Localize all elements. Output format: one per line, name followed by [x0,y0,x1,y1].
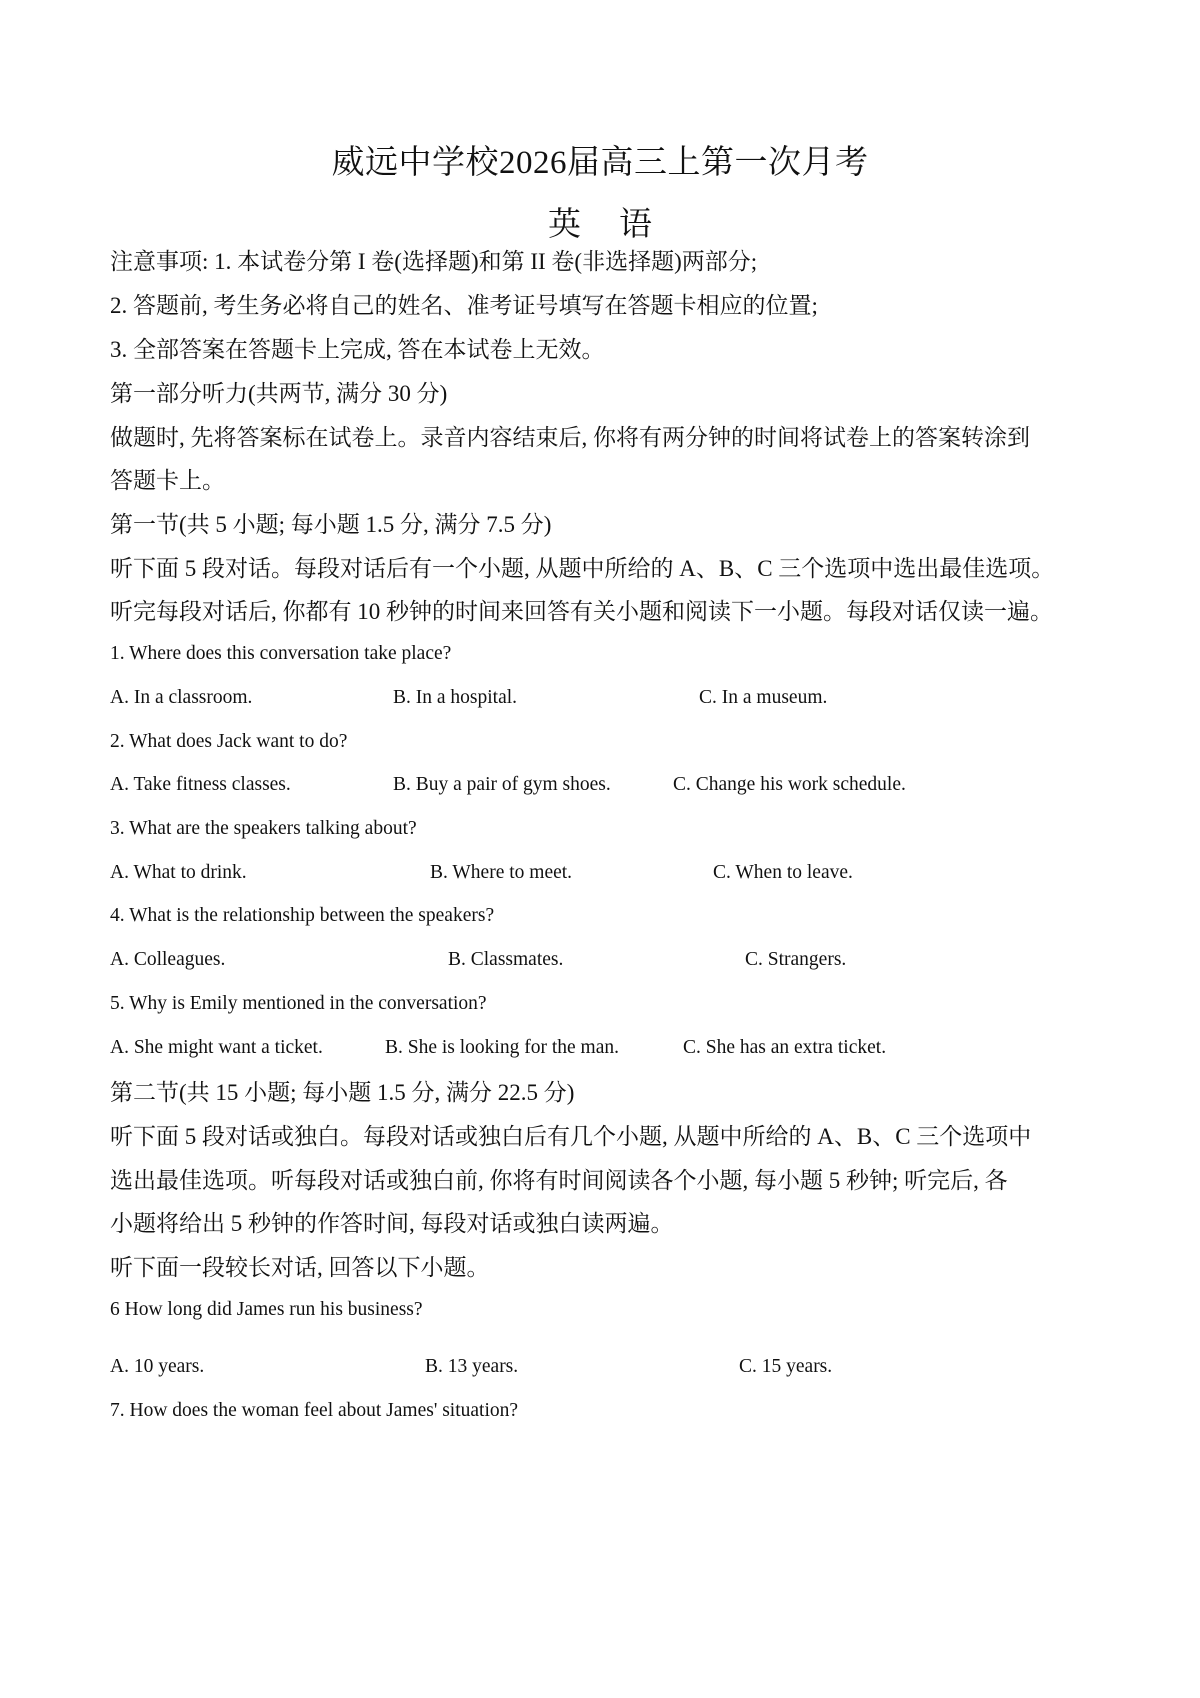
q1-option-c: C. In a museum. [699,687,828,708]
subject-title [0,205,1200,245]
question-2: 2. What does Jack want to do? [110,731,348,752]
section2-instruction-line2: 选出最佳选项。听每段对话或独白前, 你将有时间阅读各个小题, 每小题 5 秒钟; 听完后, 各 [110,1168,1008,1193]
question-1: 1. Where does this conversation take place? [110,643,452,664]
section1-heading: 第一节(共 5 小题; 每小题 1.5 分, 满分 7.5 分) [110,512,552,537]
q4-option-c: C. Strangers. [745,949,847,970]
q5-option-a: A. She might want a ticket. [110,1037,323,1058]
q3-option-a: A. What to drink. [110,862,247,883]
q4-option-a: A. Colleagues. [110,949,226,970]
section1-instruction-line1: 听下面 5 段对话。每段对话后有一个小题, 从题中所给的 A、B、C 三个选项中选出最佳选项。 [110,556,1055,581]
question-3: 3. What are the speakers talking about? [110,818,417,839]
q2-option-b: B. Buy a pair of gym shoes. [393,774,611,795]
q6-option-a: A. 10 years. [110,1356,205,1377]
part1-instruction-line2: 答题卡上。 [110,468,225,493]
subject-char-1: 英 [548,207,581,243]
section2-listen-note: 听下面一段较长对话, 回答以下小题。 [110,1255,490,1280]
note-3: 3. 全部答案在答题卡上完成, 答在本试卷上无效。 [110,337,605,362]
q3-option-c: C. When to leave. [713,862,853,883]
section1-instruction-line2: 听完每段对话后, 你都有 10 秒钟的时间来回答有关小题和阅读下一小题。每段对话仅读一遍。 [110,599,1053,624]
question-7: 7. How does the woman feel about James' situation? [110,1400,519,1421]
section2-heading: 第二节(共 15 小题; 每小题 1.5 分, 满分 22.5 分) [110,1080,575,1105]
exam-title: 威远中学校2026届高三上第一次月考 [331,145,869,181]
q5-option-b: B. She is looking for the man. [385,1037,619,1058]
q4-option-b: B. Classmates. [448,949,564,970]
q6-option-c: C. 15 years. [739,1356,833,1377]
q2-option-a: A. Take fitness classes. [110,774,291,795]
question-5: 5. Why is Emily mentioned in the conversation? [110,993,487,1014]
q2-option-c: C. Change his work schedule. [673,774,906,795]
note-1: 注意事项: 1. 本试卷分第 I 卷(选择题)和第 II 卷(非选择题)两部分; [110,249,758,274]
q5-option-c: C. She has an extra ticket. [683,1037,887,1058]
part1-heading: 第一部分听力(共两节, 满分 30 分) [110,381,448,406]
section2-instruction-line1: 听下面 5 段对话或独白。每段对话或独白后有几个小题, 从题中所给的 A、B、C 三个选项中 [110,1124,1032,1149]
question-4: 4. What is the relationship between the speakers? [110,905,495,926]
q1-option-a: A. In a classroom. [110,687,253,708]
subject-char-2: 语 [619,207,652,243]
q3-option-b: B. Where to meet. [430,862,573,883]
note-2: 2. 答题前, 考生务必将自己的姓名、准考证号填写在答题卡相应的位置; [110,293,818,318]
section2-instruction-line3: 小题将给出 5 秒钟的作答时间, 每段对话或独白读两遍。 [110,1211,674,1236]
question-6: 6 How long did James run his business? [110,1299,423,1320]
q1-option-b: B. In a hospital. [393,687,518,708]
q6-option-b: B. 13 years. [425,1356,519,1377]
part1-instruction-line1: 做题时, 先将答案标在试卷上。录音内容结束后, 你将有两分钟的时间将试卷上的答案转涂到 [110,425,1030,450]
